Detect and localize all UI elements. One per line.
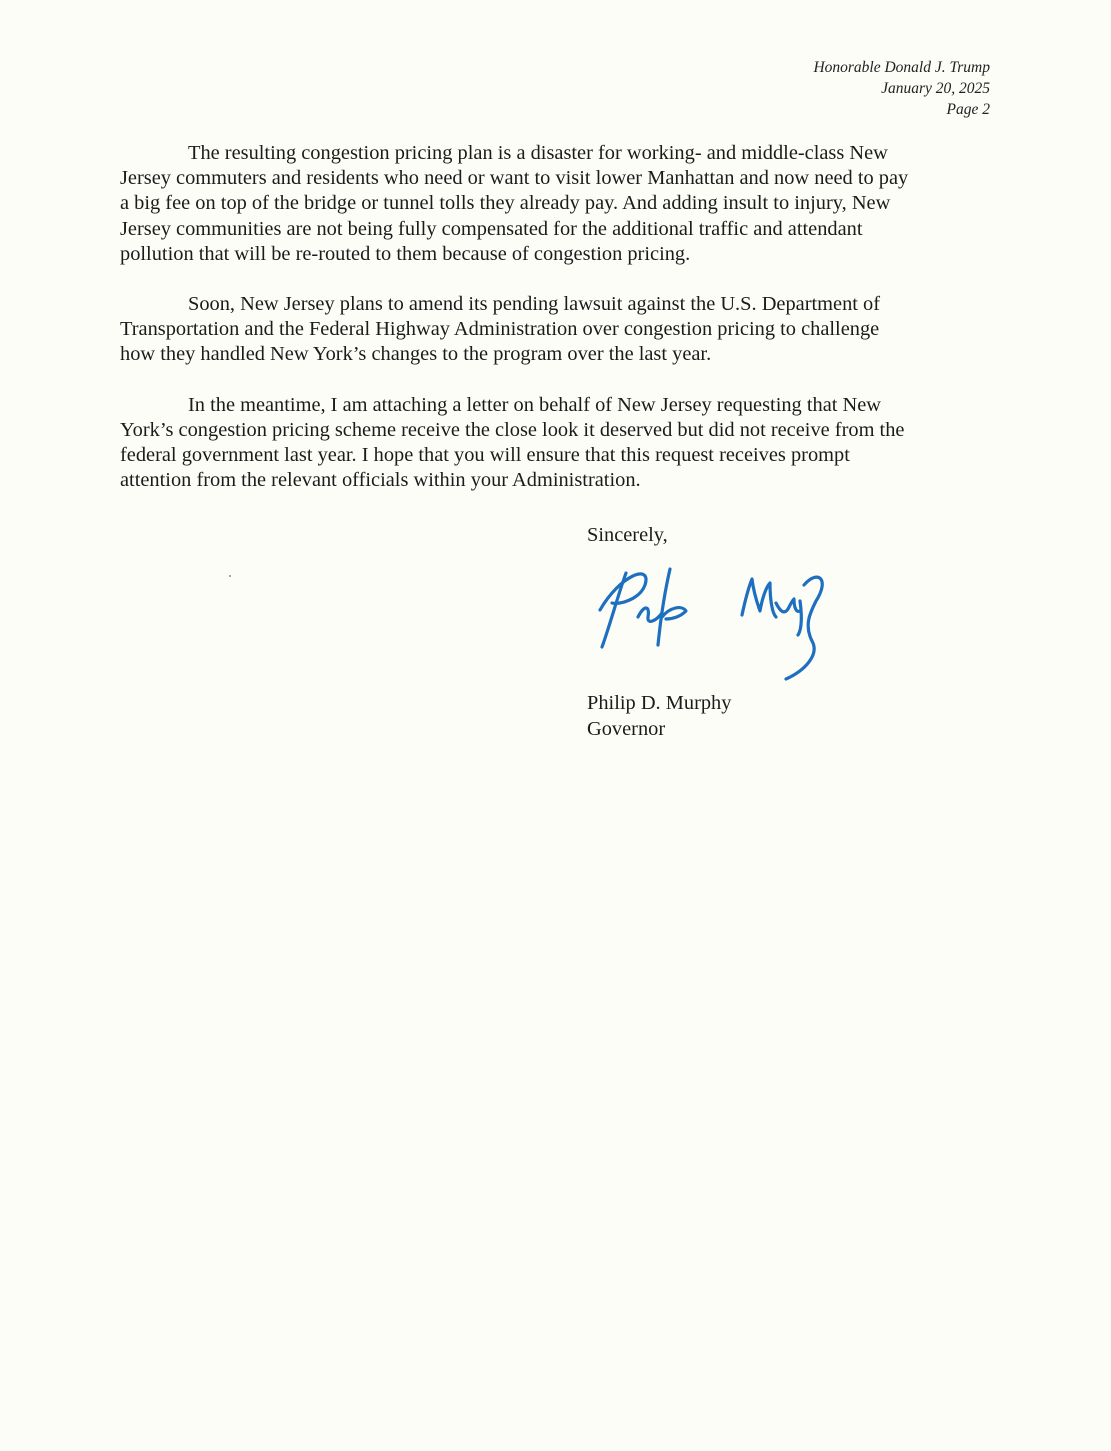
handwritten-signature	[590, 555, 840, 690]
page-header	[813, 57, 990, 120]
header-page-number: Page 2	[946, 101, 990, 118]
signature-block	[587, 690, 731, 742]
stray-mark	[229, 575, 231, 577]
body-paragraph-3: In the meantime, I am attaching a letter on behalf of New Jersey requesting that New York’s congestion pricing scheme receive the close look it deserved but did not receive from the federal government last year. I hope that you will ensure that this request receives prompt attention from the relevant officials within your Administration.	[120, 393, 905, 492]
signer-title: Governor	[587, 718, 666, 740]
body-paragraph-1: The resulting congestion pricing plan is a disaster for working- and middle-class New Jersey commuters and residents who need or want to visit lower Manhattan and now need to pay a big fee on top of the bridge or tunnel tolls they already pay. And adding insult to injury, New Jersey communities are not being fully compensated for the additional traffic and attendant pollution that will be re-routed to them because of congestion pricing.	[120, 142, 909, 265]
signer-name: Philip D. Murphy	[587, 692, 732, 714]
body-paragraph-2: Soon, New Jersey plans to amend its pending lawsuit against the U.S. Department of Transportation and the Federal Highway Administration over congestion pricing to challenge how they handled New York’s changes to the program over the last year.	[120, 293, 881, 366]
header-date: January 20, 2025	[881, 80, 990, 97]
closing-salutation: Sincerely,	[587, 524, 668, 546]
header-recipient: Honorable Donald J. Trump	[813, 59, 990, 76]
letter-body	[120, 141, 990, 518]
